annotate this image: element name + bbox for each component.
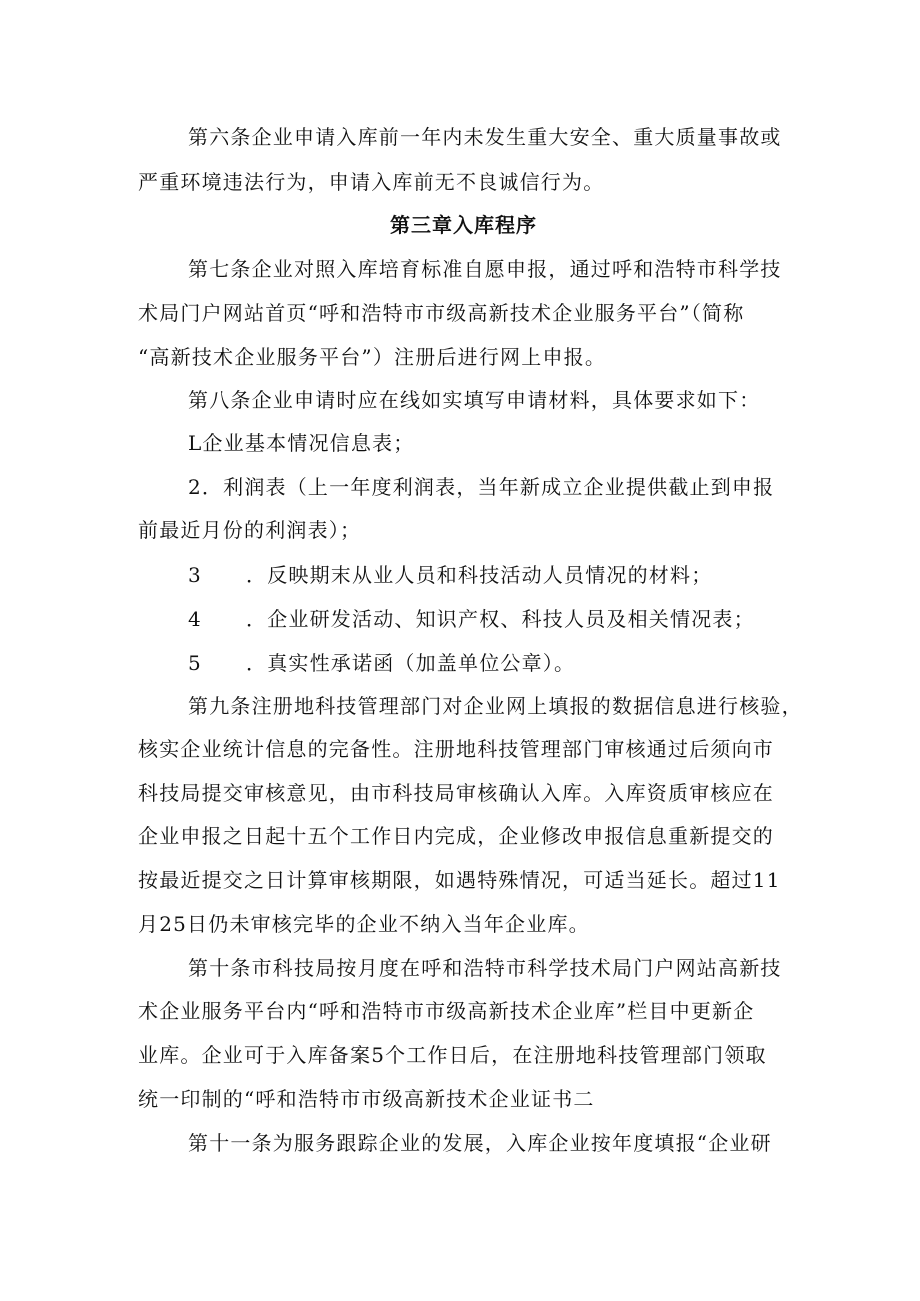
para9-line-1: 第九条注册地科技管理部门对企业网上填报的数据信息进行核验， — [188, 694, 803, 718]
para10-line-2: 术企业服务平台内“呼和浩特市市级高新技术企业库”栏目中更新企 — [138, 999, 755, 1023]
list-item-2-line-1: 2．利润表（上一年度利润表，当年新成立企业提供截止到申报 — [188, 475, 775, 499]
list-item-1: L企业基本情况信息表； — [188, 431, 415, 455]
list-item-2-line-2: 前最近月份的利润表）； — [138, 518, 362, 542]
list-item-4-number: 4 — [188, 607, 202, 631]
para9-line-5: 按最近提交之日计算审核期限，如遇特殊情况，可适当延长。超过11 — [138, 868, 781, 892]
chapter-3-title: 第三章入库程序 — [390, 213, 537, 237]
list-item-5-number: 5 — [188, 651, 202, 675]
list-item-3 — [188, 561, 920, 589]
para7-line-1: 第七条企业对照入库培育标准自愿申报，通过呼和浩特市科学技 — [188, 257, 782, 281]
para10-line-4: 统一印制的“呼和浩特市市级高新技术企业证书二 — [138, 1087, 595, 1111]
para9-line-3: 科技局提交审核意见，由市科技局审核确认入库。入库资质审核应在 — [138, 781, 774, 805]
para8-line: 第八条企业申请时应在线如实填写申请材料，具体要求如下： — [188, 388, 761, 412]
para7-line-2: 术局门户网站首页“呼和浩特市市级高新技术企业服务平台”（简称 — [138, 301, 745, 325]
list-item-4 — [188, 605, 920, 633]
para9-line-2: 核实企业统计信息的完备性。注册地科技管理部门审核通过后须向市 — [138, 737, 774, 761]
para11-line-1: 第十一条为服务跟踪企业的发展，入库企业按年度填报“企业研 — [188, 1131, 772, 1155]
para7-line-3: “高新技术企业服务平台”）注册后进行网上申报。 — [138, 345, 607, 369]
list-item-4-text: ．企业研发活动、知识产权、科技人员及相关情况表； — [246, 607, 755, 631]
para10-line-3: 业库。企业可于入库备案5个工作日后，在注册地科技管理部门领取 — [138, 1043, 767, 1067]
para10-line-1: 第十条市科技局按月度在呼和浩特市科学技术局门户网站高新技 — [188, 956, 782, 980]
list-item-5-text: ．真实性承诺函（加盖单位公章）。 — [246, 651, 576, 675]
list-item-5 — [188, 649, 920, 677]
list-item-3-text: ．反映期末从业人员和科技活动人员情况的材料； — [246, 563, 713, 587]
para9-line-6: 月25日仍未审核完毕的企业不纳入当年企业库。 — [138, 912, 590, 936]
para9-line-4: 企业申报之日起十五个工作日内完成，企业修改申报信息重新提交的 — [138, 824, 774, 848]
para6-line-1: 第六条企业申请入库前一年内未发生重大安全、重大质量事故或 — [188, 125, 782, 149]
para6-line-2: 严重环境违法行为，申请入库前无不良诚信行为。 — [138, 170, 605, 194]
list-item-3-number: 3 — [188, 563, 202, 587]
